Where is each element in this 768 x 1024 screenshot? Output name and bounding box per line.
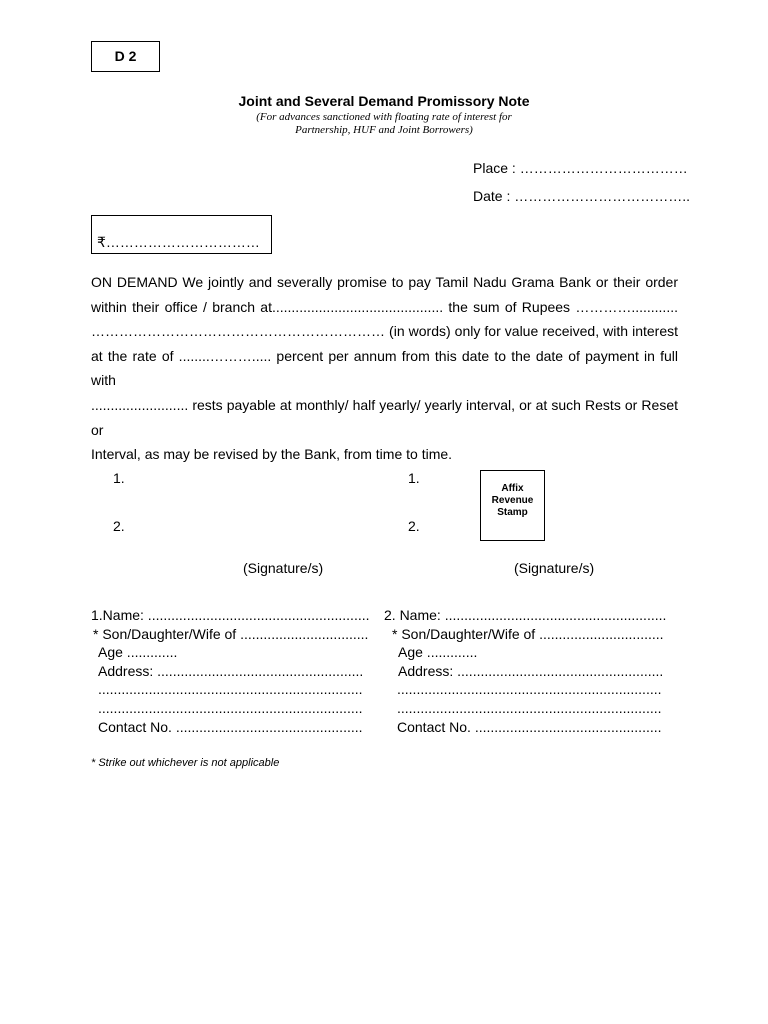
place-field: Place : ……………………………… [473,160,688,176]
right-signature-label: (Signature/s) [514,560,595,576]
right-signature-number-1: 1. [408,470,420,486]
party-1-address-line-3: .................................................................... [98,699,363,716]
document-subtitle [0,111,768,137]
document-title: Joint and Several Demand Promissory Note [238,93,530,109]
revenue-stamp-box [480,470,545,541]
footnote: * Strike out whichever is not applicable [91,757,280,769]
left-signature-number-2: 2. [113,518,125,534]
form-code-box [91,41,160,72]
subtitle-line-1: (For advances sanctioned with floating rate of interest for [256,111,512,123]
form-code: D 2 [114,48,137,64]
party-2-details [384,606,666,736]
amount-field: ₹…………………………… [97,234,260,250]
party-2-address-line-3: .................................................................... [397,699,662,716]
stamp-line-2: Revenue [491,495,534,506]
body-line-5: ......................... rests payable at monthly/ half yearly/ yearly interval, or at such Rests or Reset or [91,396,678,438]
party-2-address: Address: ..................................................... [398,662,664,679]
party-1-relation: * Son/Daughter/Wife of ................................. [93,625,369,642]
subtitle-line-2: Partnership, HUF and Joint Borrowers) [295,124,473,136]
amount-box [91,215,272,254]
body-line-4: at the rate of ........………..... percent per annum from this date to the date of payment in full with [91,347,678,389]
promissory-body [91,270,678,467]
party-2-relation: * Son/Daughter/Wife of ................................ [392,625,664,642]
party-1-details [91,606,370,736]
left-signature-number-1: 1. [113,470,125,486]
body-line-2: within their office / branch at............................................ the sum of Rupees …………............ [91,298,678,315]
stamp-line-1: Affix [501,483,524,494]
right-signature-number-2: 2. [408,518,420,534]
left-signature-label: (Signature/s) [243,560,324,576]
party-1-address: Address: ..................................................... [98,662,364,679]
party-2-contact: Contact No. ................................................ [397,718,662,735]
party-2-name: 2. Name: ......................................................... [384,607,667,623]
party-2-age: Age ............. [398,644,478,661]
body-line-6: Interval, as may be revised by the Bank, from time to time. [91,446,453,463]
party-1-address-line-2: .................................................................... [98,681,363,698]
date-field: Date : ……………………………….. [473,188,691,204]
party-1-name: 1.Name: ......................................................... [91,607,370,623]
stamp-line-3: Stamp [497,507,528,518]
body-line-1: ON DEMAND We jointly and severally promise to pay Tamil Nadu Grama Bank or their order [91,274,678,290]
body-line-3: ……………………………………………………… (in words) only for value received, with interest [91,323,678,340]
party-2-address-line-2: .................................................................... [397,681,662,698]
party-1-contact: Contact No. ................................................ [98,718,363,735]
party-1-age: Age ............. [98,644,178,661]
